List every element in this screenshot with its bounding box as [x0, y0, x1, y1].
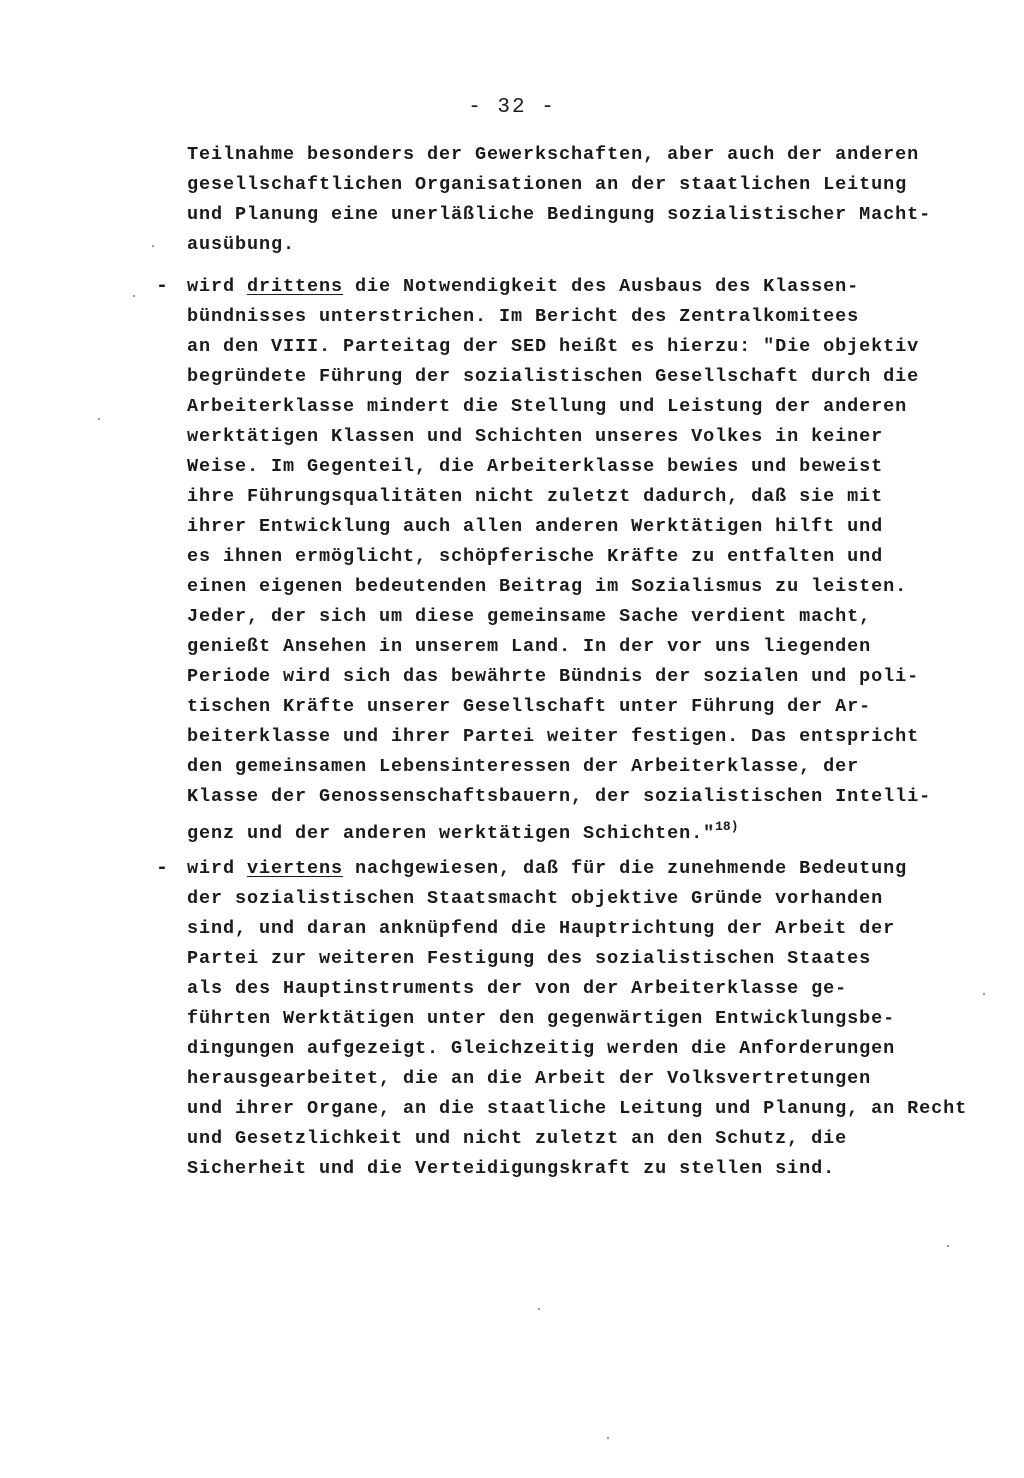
text-line: sind, und daran anknüpfend die Hauptrichtung der Arbeit der — [187, 918, 896, 939]
text-line: Periode wird sich das bewährte Bündnis der sozialen und poli- — [187, 666, 920, 687]
text-line: bündnisses unterstrichen. Im Bericht des Zentralkomitees — [187, 306, 860, 327]
bullet-dash: - — [156, 275, 169, 298]
emphasis-word: viertens — [247, 858, 344, 879]
footnote-marker: 18) — [715, 819, 739, 834]
text-span: nachgewiesen, daß für die zunehmende Bedeutung — [343, 858, 908, 879]
scan-speck — [983, 993, 985, 995]
text-line: der sozialistischen Staatsmacht objektive Gründe vorhanden — [187, 888, 884, 909]
text-line: den gemeinsamen Lebensinteressen der Arbeiterklasse, der — [187, 756, 860, 777]
text-line: genießt Ansehen in unserem Land. In der vor uns liegenden — [187, 636, 872, 657]
text-line: ausübung. — [187, 234, 296, 255]
text-line: an den VIII. Parteitag der SED heißt es hierzu: "Die objektiv — [187, 336, 920, 357]
text-line: Partei zur weiteren Festigung des sozialistischen Staates — [187, 948, 872, 969]
text-line: als des Hauptinstruments der von der Arbeiterklasse ge- — [187, 978, 848, 999]
text-span: genz und der anderen werktätigen Schichten." — [187, 823, 716, 844]
text-line: gesellschaftlichen Organisationen an der staatlichen Leitung — [187, 174, 908, 195]
bullet-first-line — [187, 275, 859, 299]
text-line: und Gesetzlichkeit und nicht zuletzt an den Schutz, die — [187, 1128, 848, 1149]
text-line: Jeder, der sich um diese gemeinsame Sache verdient macht, — [187, 606, 872, 627]
text-line-with-footnote — [187, 815, 739, 846]
text-line: Klasse der Genossenschaftsbauern, der sozialistischen Intelli- — [187, 786, 932, 807]
text-span: wird — [187, 858, 248, 879]
text-line: beiterklasse und ihrer Partei weiter festigen. Das entspricht — [187, 726, 920, 747]
text-line: Arbeiterklasse mindert die Stellung und Leistung der anderen — [187, 396, 908, 417]
text-span: wird — [187, 276, 248, 297]
text-line: und ihrer Organe, an die staatliche Leitung und Planung, an Recht — [187, 1098, 968, 1119]
bullet-dash: - — [156, 857, 169, 880]
text-line: ihrer Entwicklung auch allen anderen Werktätigen hilft und — [187, 516, 884, 537]
scan-speck — [98, 418, 100, 420]
text-line: und Planung eine unerläßliche Bedingung sozialistischer Macht- — [187, 204, 932, 225]
scan-speck — [607, 1437, 609, 1439]
text-line: dingungen aufgezeigt. Gleichzeitig werden die Anforderungen — [187, 1038, 896, 1059]
text-line: es ihnen ermöglicht, schöpferische Kräfte zu entfalten und — [187, 546, 884, 567]
text-line: werktätigen Klassen und Schichten unseres Volkes in keiner — [187, 426, 884, 447]
scan-speck — [152, 245, 154, 247]
emphasis-word: drittens — [247, 276, 344, 297]
page-number: - 32 - — [468, 96, 556, 119]
text-line: tischen Kräfte unserer Gesellschaft unter Führung der Ar- — [187, 696, 872, 717]
scan-speck — [947, 1245, 949, 1247]
bullet-first-line — [187, 857, 907, 881]
text-line: Teilnahme besonders der Gewerkschaften, aber auch der anderen — [187, 144, 920, 165]
text-line: Weise. Im Gegenteil, die Arbeiterklasse bewies und beweist — [187, 456, 884, 477]
text-line: ihre Führungsqualitäten nicht zuletzt dadurch, daß sie mit — [187, 486, 884, 507]
text-line: herausgearbeitet, die an die Arbeit der Volksvertretungen — [187, 1068, 872, 1089]
text-line: Sicherheit und die Verteidigungskraft zu stellen sind. — [187, 1158, 836, 1179]
text-line: führten Werktätigen unter den gegenwärtigen Entwicklungsbe- — [187, 1008, 896, 1029]
text-line: begründete Führung der sozialistischen Gesellschaft durch die — [187, 366, 920, 387]
scan-speck — [133, 295, 135, 297]
text-line: einen eigenen bedeutenden Beitrag im Sozialismus zu leisten. — [187, 576, 908, 597]
text-span: die Notwendigkeit des Ausbaus des Klassen- — [343, 276, 860, 297]
scan-speck — [538, 1308, 540, 1310]
